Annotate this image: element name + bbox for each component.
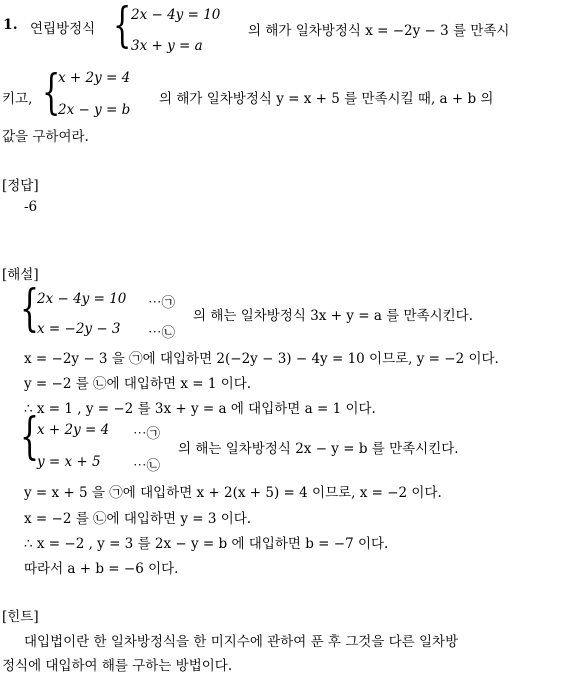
- problem-mid2: 의 해가 일차방정식 y = x + 5 를 만족시킬 때, a + b 의: [159, 91, 494, 107]
- system2-eq1: x + 2y = 4: [58, 70, 131, 86]
- solution-line7: 따라서 a + b = −6 이다.: [24, 561, 179, 577]
- sol-system1-eq1: 2x − 4y = 10: [37, 291, 127, 307]
- sol-system2-mark2: ⋯㉡: [133, 458, 160, 474]
- solution-line6: ∴ x = −2 , y = 3 를 2x − y = b 에 대입하면 b = −7 이다.: [24, 536, 389, 552]
- sol-system2-mark1: ⋯㉠: [133, 426, 160, 442]
- sol-system2-text: 의 해는 일차방정식 2x − y = b 를 만족시킨다.: [178, 441, 459, 457]
- answer-value: -6: [24, 199, 38, 215]
- sol-system2-brace: {: [20, 407, 40, 465]
- solution-line1: x = −2y − 3 을 ㉠에 대입하면 2(−2y − 3) − 4y = 10 이므로, y = −2 이다.: [24, 351, 499, 367]
- problem-pre-system1: 연립방정식: [30, 21, 96, 37]
- system2-brace: {: [42, 64, 61, 120]
- problem-line2-pre: 키고,: [2, 91, 33, 107]
- sol-system1-mark1: ⋯㉠: [148, 295, 175, 311]
- answer-heading: [정답]: [2, 178, 39, 194]
- sol-system2-eq2: y = x + 5: [37, 454, 101, 470]
- sol-system2-eq1: x + 2y = 4: [37, 422, 110, 438]
- sol-system1-text: 의 해는 일차방정식 3x + y = a 를 만족시킨다.: [193, 308, 473, 324]
- system1-brace: {: [113, 0, 132, 53]
- sol-system1-brace: {: [20, 279, 40, 337]
- system1-eq1: 2x − 4y = 10: [131, 7, 221, 23]
- problem-number: 1.: [3, 17, 18, 33]
- solution-line3: ∴ x = 1 , y = −2 를 3x + y = a 에 대입하면 a = 1 이다.: [24, 401, 376, 417]
- sol-system1-eq2: x = −2y − 3: [37, 321, 121, 337]
- problem-mid1: 의 해가 일차방정식 x = −2y − 3 를 만족시: [248, 23, 510, 39]
- solution-line2: y = −2 를 ㉡에 대입하면 x = 1 이다.: [24, 376, 252, 392]
- system2-eq2: 2x − y = b: [58, 102, 131, 118]
- solution-line5: x = −2 를 ㉡에 대입하면 y = 3 이다.: [24, 511, 252, 527]
- hint-line1: 대입법이란 한 일차방정식을 한 미지수에 관하여 푼 후 그것을 다른 일차방: [24, 634, 459, 650]
- hint-heading: [힌트]: [2, 609, 39, 625]
- hint-line2: 정식에 대입하여 해를 구하는 방법이다.: [2, 658, 233, 674]
- system1-eq2: 3x + y = a: [131, 38, 203, 54]
- solution-heading: [해설]: [2, 267, 39, 283]
- sol-system1-mark2: ⋯㉡: [148, 325, 175, 341]
- solution-line4: y = x + 5 을 ㉠에 대입하면 x + 2(x + 5) = 4 이므로, x = −2 이다.: [24, 485, 442, 501]
- problem-line3: 값을 구하여라.: [2, 129, 89, 145]
